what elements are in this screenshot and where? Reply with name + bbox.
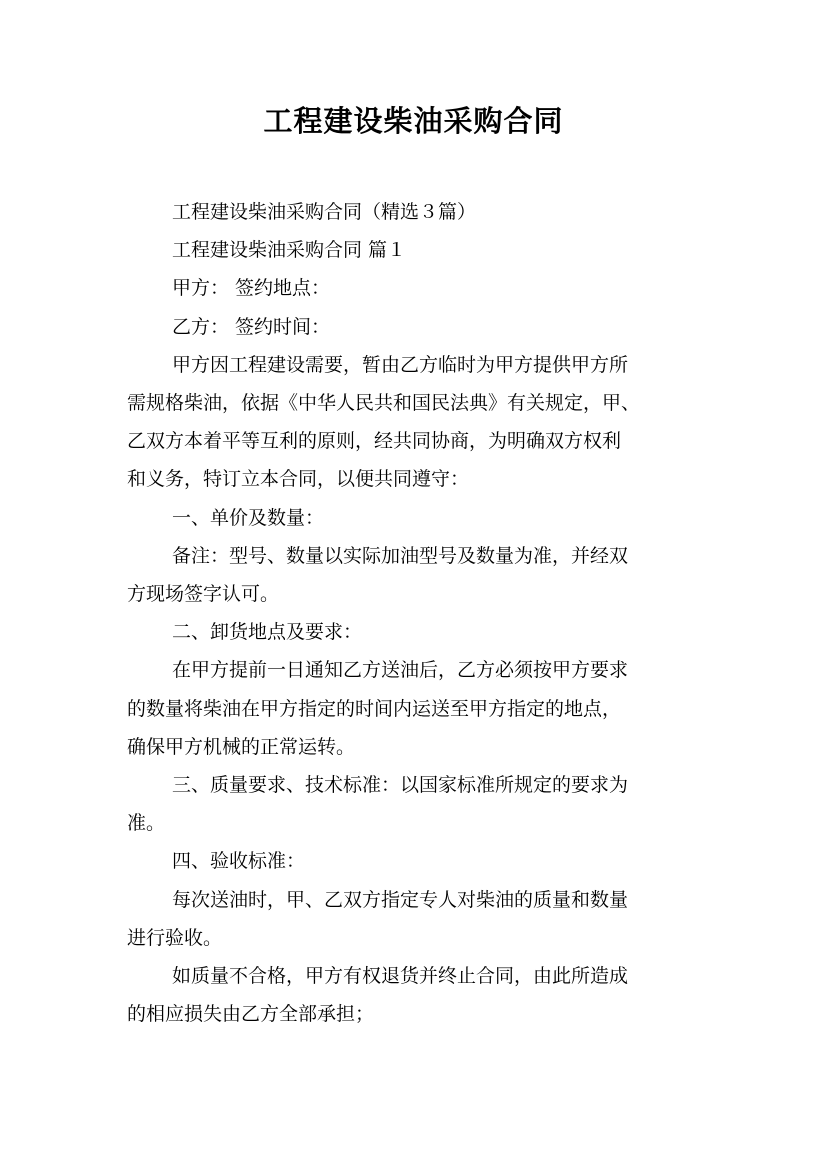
party-a-line: 甲方： 签约地点： xyxy=(172,277,331,300)
clause-heading: 一、单价及数量： xyxy=(172,506,325,529)
party-b-line: 乙方： 签约时间： xyxy=(172,315,331,338)
paragraph-line: 在甲方提前一日通知乙方送油后，乙方必须按甲方要求 xyxy=(172,659,629,682)
document-body xyxy=(127,193,707,1033)
paragraph-line: 的数量将柴油在甲方指定的时间内运送至甲方指定的地点， xyxy=(127,697,622,720)
paragraph-line: 如质量不合格，甲方有权退货并终止合同，由此所造成 xyxy=(172,965,629,988)
paragraph-line: 备注：型号、数量以实际加油型号及数量为准，并经双 xyxy=(172,544,629,567)
paragraph-line: 确保甲方机械的正常运转。 xyxy=(127,735,356,758)
document-title: 工程建设柴油采购合同 xyxy=(263,104,564,138)
paragraph-line: 甲方因工程建设需要，暂由乙方临时为甲方提供甲方所 xyxy=(172,353,629,376)
paragraph-line: 方现场签字认可。 xyxy=(127,583,280,606)
paragraph-line: 准。 xyxy=(127,812,166,835)
paragraph-line: 进行验收。 xyxy=(127,926,223,949)
clause-heading: 三、质量要求、技术标准：以国家标准所规定的要求为 xyxy=(172,774,629,797)
paragraph-line: 每次送油时，甲、乙双方指定专人对柴油的质量和数量 xyxy=(172,888,629,911)
clause-heading: 四、验收标准： xyxy=(172,850,306,873)
paragraph-line: 需规格柴油，依据《中华人民共和国民法典》有关规定，甲、 xyxy=(127,392,641,415)
subtitle-line: 工程建设柴油采购合同（精选３篇） xyxy=(172,201,477,223)
clause-heading: 二、卸货地点及要求： xyxy=(172,621,363,644)
paragraph-line: 乙双方本着平等互利的原则，经共同协商，为明确双方权利 xyxy=(127,430,622,453)
section-heading: 工程建设柴油采购合同 篇１ xyxy=(172,239,407,262)
paragraph-line: 和义务，特订立本合同，以便共同遵守： xyxy=(127,468,470,491)
paragraph-line: 的相应损失由乙方全部承担； xyxy=(127,1003,375,1026)
